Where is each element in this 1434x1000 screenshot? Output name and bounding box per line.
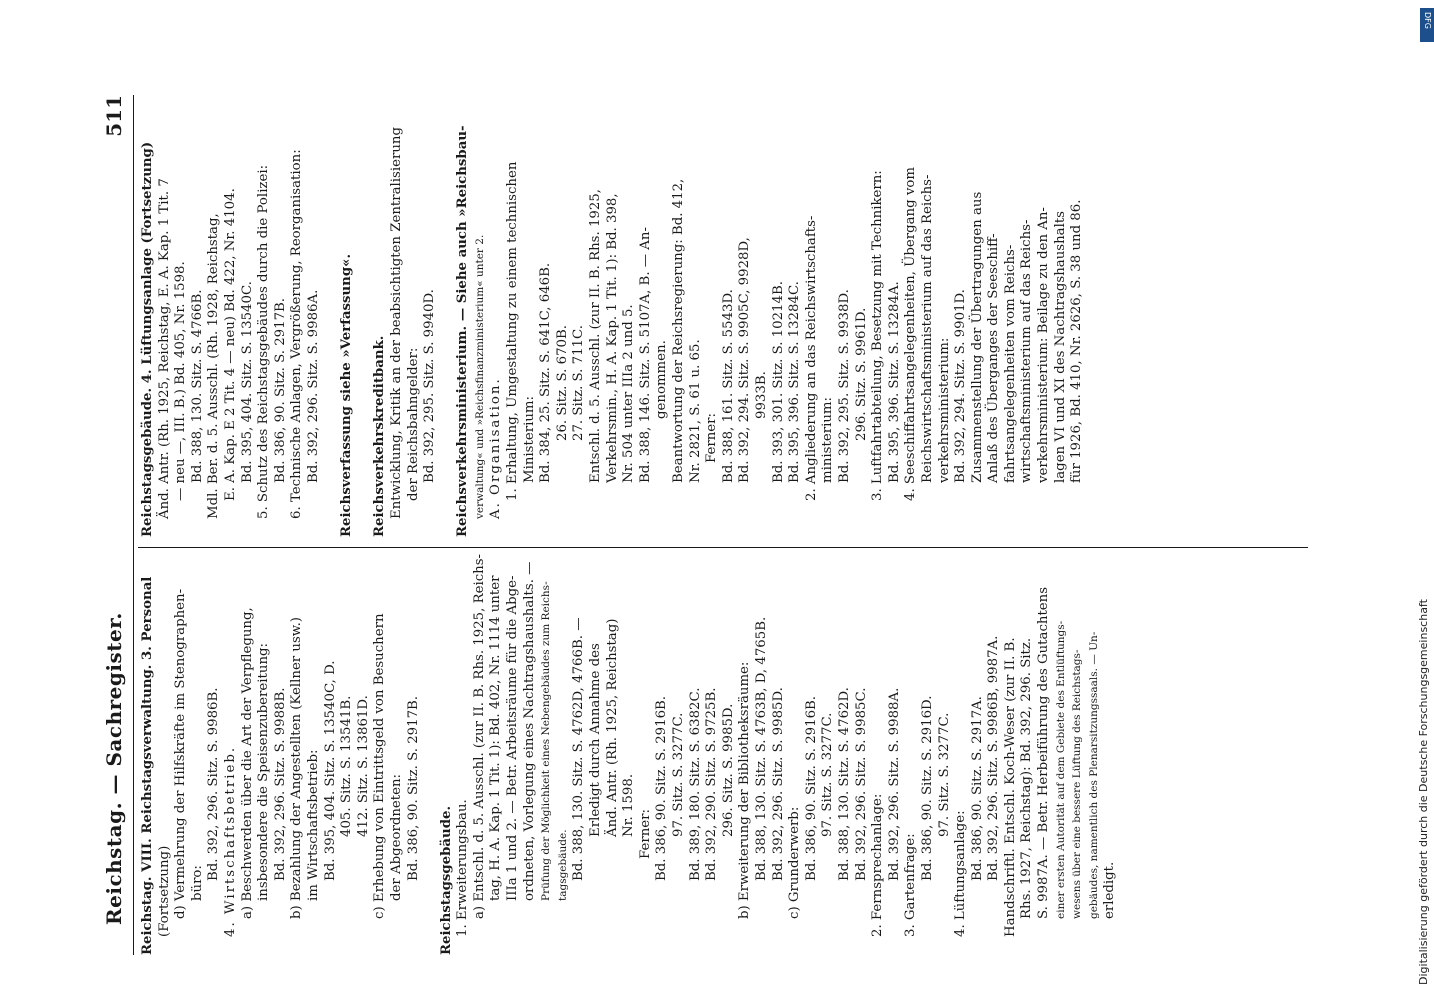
index-line — [422, 560, 439, 955]
index-line: Reichsverfassung siehe »Verfassung«. — [339, 253, 355, 537]
index-line: Ministerium: — [521, 396, 537, 483]
index-line: für 1926, Bd. 410, Nr. 2626, S. 38 und 86. — [1069, 199, 1085, 483]
index-line: lagen VI und XI des Nachtragshaushalts — [1052, 210, 1068, 483]
index-line: Änd. Antr. (Rh. 1925, Reichstag, E. A. Kap. 1 Tit. 7 — [156, 178, 172, 519]
index-line: erledigt. — [1102, 861, 1118, 919]
dfg-logo: DFG — [1420, 8, 1434, 42]
index-line: c) Erhebung von Eintrittsgeld von Besuchern — [372, 613, 388, 919]
page-header — [100, 95, 132, 955]
index-line: b) Bezahlung der Angestellten (Kellner usw.) — [289, 617, 305, 919]
index-line: Verkehrsmin., H. A. Kap. 1 Tit. 1): Bd. 398, — [604, 193, 620, 483]
index-line: Nr. 2821, S. 61 u. 65. — [687, 339, 703, 483]
index-line: 4. Seeschiffahrtsangelegenheiten, Übergang vom — [903, 167, 919, 501]
index-line: 296. Sitz. S. 9985D. — [720, 703, 736, 837]
index-line: Bd. 384, 25. Sitz. S. 641C, 646B. — [538, 262, 554, 483]
index-line — [323, 95, 340, 537]
index-line: der Abgeordneten: — [388, 773, 404, 901]
index-line: E. A. Kap. E 2 Tit. 4 — neu) Bd. 422, Nr. 4104. — [222, 188, 238, 501]
index-line: 27. Sitz. S. 711C. — [571, 325, 587, 441]
index-line: Reichswirtschaftsministerium auf das Reichs- — [919, 174, 935, 483]
index-line: Bd. 386, 90. Sitz. S. 2917B. — [405, 695, 421, 881]
index-line: Nr. 1598. — [621, 773, 637, 837]
index-line: Bd. 392, 296. Sitz. S. 9986A. — [305, 289, 321, 483]
index-line: Änd. Antr. (Rh. 1925, Reichstag) — [604, 618, 620, 837]
index-line: Bd. 388, 161. Sitz. S. 5543D. — [720, 289, 736, 483]
index-line: a) Entschl. d. 5. Ausschl. (zur II. B. Rhs. 1925, Reichs- — [471, 553, 487, 919]
index-line: Bd. 392, 296. Sitz. S. 9988A. — [886, 687, 902, 881]
rotated-index-page — [100, 95, 1310, 955]
index-line: tag, H. A. Kap. 1 Tit. 1): Bd. 402, Nr. 1114 unter — [488, 575, 504, 901]
index-line: Bd. 395, 404. Sitz. S. 13540C. — [239, 281, 255, 483]
index-column-left — [140, 553, 1119, 955]
index-line: — neu —, III. B.) Bd. 405, Nr. 1598. — [173, 261, 189, 501]
index-line: Bd. 388, 146. Sitz. S. 5107A, B. — An- — [637, 227, 653, 483]
index-line: 3. Gartenfrage: — [903, 833, 919, 937]
index-line: Reichsverkehrsministerium. — Siehe auch »Reichsbau- — [455, 125, 471, 537]
index-line: Bd. 392, 296. Sitz. S. 9986B, 9987A. — [986, 635, 1002, 881]
index-line: Mdl. Ber. d. 5. Ausschl. (Rh. 1928, Reichstag, — [206, 213, 222, 519]
index-line — [356, 95, 373, 537]
index-line: 97. Sitz. S. 3277C. — [936, 712, 952, 837]
index-line: Bd. 392, 294. Sitz. S. 9901D. — [953, 289, 969, 483]
index-line: Rhs. 1927, Reichstag): Bd. 392, 296. Sitz. — [1019, 637, 1035, 919]
index-line: 6. Technische Anlagen, Vergrößerung, Reorganisation: — [289, 149, 305, 519]
index-line: Bd. 392, 295. Sitz. S. 9940D. — [422, 289, 438, 483]
index-line: insbesondere die Speisenzubereitung: — [256, 643, 272, 901]
index-line: d) Vermehrung der Hilfskräfte im Stenographen- — [173, 588, 189, 919]
index-line: Handschriftl. Entschl. Koch-Weser (zur II. B. — [1002, 637, 1018, 937]
column-divider — [138, 547, 1308, 548]
index-line: verkehrsministerium: Beilage zu den An- — [1036, 207, 1052, 483]
index-line: Bd. 392, 296. Sitz. S. 9988B. — [272, 687, 288, 881]
index-line: im Wirtschaftsbetrieb: — [305, 749, 321, 901]
index-line: c) Grunderwerb: — [787, 806, 803, 919]
header-rule — [133, 95, 134, 955]
index-line: Bd. 392, 296. Sitz. S. 9986B. — [206, 687, 222, 881]
index-line: Bd. 386, 90. Sitz. S. 2916B. — [803, 695, 819, 881]
index-line: verwaltung« und »Reichsfinanzministerium« unter 2. — [473, 234, 486, 519]
index-line: Bd. 395, 396. Sitz. S. 13284A. — [886, 281, 902, 483]
index-line: Bd. 389, 180. Sitz. S. 6382C. — [687, 687, 703, 881]
index-line: A. Organisation. — [488, 377, 504, 519]
index-line: ministerium: — [820, 397, 836, 483]
index-line: gebäudes, namentlich des Plenarsitzungssaals. — Un- — [1087, 631, 1100, 919]
index-line: (Fortsetzung) — [156, 845, 172, 937]
index-line: Beantwortung der Reichsregierung: Bd. 412, — [671, 178, 686, 483]
index-line: IIIa 1 und 2. — Betr. Arbeitsräume für die Abge- — [505, 575, 521, 901]
index-line: verkehrsministerium: — [936, 337, 952, 483]
index-line: Erledigt durch Annahme des — [588, 643, 604, 837]
index-line: 4. Wirtschaftsbetrieb. — [222, 745, 238, 937]
index-line: Bd. 386, 90. Sitz. S. 2917A. — [969, 696, 985, 881]
index-line: Bd. 392, 296. Sitz. S. 9985C. — [853, 687, 869, 881]
index-line: Prüfung der Möglichkeit eines Nebengebäudes zum Reichs- — [540, 581, 553, 901]
index-line: 405. Sitz. S. 13541B. — [339, 695, 355, 837]
index-line: genommen. — [654, 340, 670, 419]
index-line: Bd. 392, 296. Sitz. S. 9985D. — [770, 687, 786, 881]
index-line: Bd. 386, 90. Sitz. S. 2916D. — [919, 695, 935, 881]
index-line: Bd. 395, 396. Sitz. S. 13284C. — [787, 281, 803, 483]
index-column-right — [140, 95, 1086, 537]
index-line: Reichstagsgebäude. — [438, 805, 454, 955]
index-line: einer ersten Autorität auf dem Gebiete des Entlüftungs- — [1054, 620, 1067, 919]
index-line: Bd. 388, 130. Sitz. S. 4762D. — [836, 687, 852, 881]
index-line: Ferner: — [637, 809, 653, 859]
page-number: 511 — [102, 95, 126, 137]
index-line: 1. Erhaltung, Umgestaltung zu einem technischen — [505, 161, 521, 501]
index-line: der Reichsbahngelder: — [405, 347, 421, 501]
index-line: ordneten, Vorlegung eines Nachtragshaushalts. — — [521, 561, 537, 901]
index-line: 2. Fernsprechanlage: — [870, 793, 886, 937]
index-line: Bd. 388, 130. Sitz. S. 4763B, D, 4765B. — [753, 616, 769, 881]
index-line: wirtschaftsministerium auf das Reichs- — [1019, 219, 1035, 483]
index-line: 9933B. — [753, 371, 769, 419]
index-line: tagsgebäude. — [556, 829, 569, 901]
index-line: Reichstag. VIII. Reichstagsverwaltung. 3. Personal — [140, 576, 155, 955]
index-line: Reichsverkehrskreditbank. — [372, 335, 388, 537]
index-line: 3. Luftfahrtabteilung, Besetzung mit Technikern: — [870, 170, 886, 501]
index-line: 97. Sitz. S. 3277C. — [671, 712, 686, 837]
index-line: Bd. 392, 290. Sitz. S. 9725B. — [704, 687, 720, 881]
index-line: 2. Angliederung an das Reichswirtschafts- — [803, 215, 819, 501]
index-line: S. 9987A. — Betr. Herbeiführung des Gutachtens — [1036, 586, 1052, 919]
index-line: Bd. 386, 90. Sitz. S. 2916B. — [654, 695, 670, 881]
index-line: 26. Sitz. S. 670B. — [554, 324, 570, 441]
index-line: Entschl. d. 5. Ausschl. (zur II. B. Rhs. 1925, — [588, 188, 604, 483]
sponsor-note: Digitalisierung gefördert durch die Deutsche Forschungsgemeinschaft — [1417, 599, 1430, 985]
index-line: büro: — [189, 865, 205, 901]
index-line: Zusammenstellung der Übertragungen aus — [969, 191, 985, 483]
index-line: fahrtsangelegenheiten vom Reichs- — [1002, 244, 1018, 483]
index-line: Ferner: — [704, 413, 720, 463]
index-line: Anlaß des Überganges der Seeschiff- — [986, 233, 1002, 483]
index-line: 412. Sitz. S. 13861D. — [355, 695, 371, 837]
index-line: Bd. 386, 90. Sitz. S. 2917B. — [272, 297, 288, 483]
index-line: wesens über eine bessere Lüftung des Reichstags- — [1071, 649, 1084, 919]
index-line: Bd. 388, 130. Sitz. S. 4766B. — [189, 289, 205, 483]
index-line: 5. Schutz des Reichstagsgebäudes durch die Polizei: — [256, 164, 272, 519]
index-line: 97. Sitz. S. 3277C. — [820, 712, 836, 837]
index-line: Entwicklung, Kritik an der beabsichtigten Zentralisierung — [388, 127, 404, 519]
index-line: b) Erweiterung der Bibliotheksräume: — [737, 661, 753, 919]
running-head: Reichstag. — Sachregister. — [102, 612, 126, 925]
index-line: 296. Sitz. S. 9961D. — [853, 307, 869, 441]
index-line: Reichstagsgebäude. 4. Lüftungsanlage (Fortsetzung) — [140, 141, 155, 537]
index-line: Bd. 393, 301. Sitz. S. 10214B. — [770, 281, 786, 483]
index-line: a) Beschwerden über die Art der Verpflegung, — [239, 607, 255, 919]
index-line: 4. Lüftungsanlage: — [953, 810, 969, 937]
index-line: Bd. 392, 295. Sitz. S. 9938D. — [836, 289, 852, 483]
index-line: Bd. 388, 130. Sitz. S. 4762D, 4766B. — — [571, 617, 587, 881]
index-line: 1. Erweiterungsbau. — [455, 799, 471, 937]
index-line: Nr. 504 unter IIIa 2 und 5. — [621, 304, 637, 483]
index-line: Bd. 395, 404. Sitz. S. 13540C, D. — [322, 660, 338, 881]
index-line — [439, 95, 456, 537]
index-line: Bd. 392, 294. Sitz. S. 9905C, 9928D, — [737, 237, 753, 483]
